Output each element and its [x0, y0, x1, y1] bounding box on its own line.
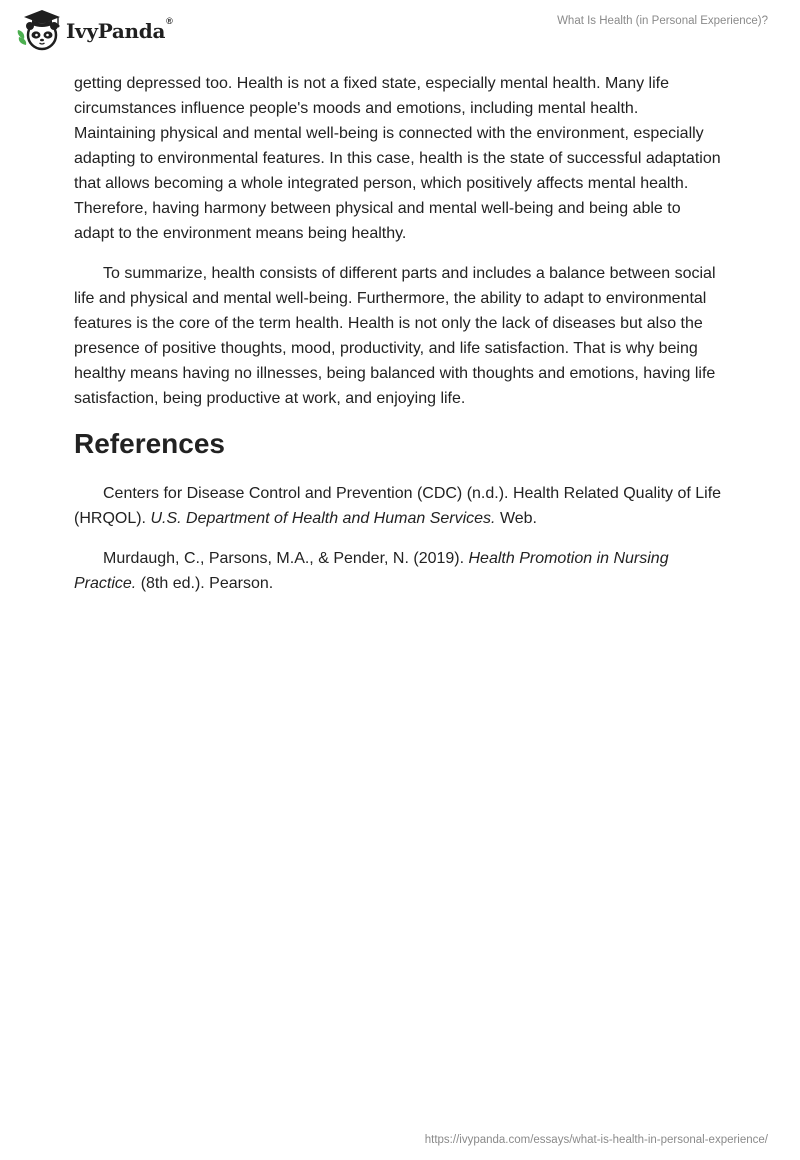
page-url[interactable]: https://ivypanda.com/essays/what-is-health-in-personal-experience/	[424, 1134, 768, 1146]
reference-source: Health Promotion in Nursing Practice.	[74, 550, 669, 592]
registered-mark: ®	[166, 16, 173, 26]
panda-graduate-icon	[14, 6, 62, 54]
document-title: What Is Health (in Personal Experience)?	[557, 15, 768, 27]
reference-item: Centers for Disease Control and Prevention (CDC) (n.d.). Health Related Quality of Life (HRQOL). U.S. Department of Health and Human Services. Web.	[74, 485, 722, 527]
reference-item: Murdaugh, C., Parsons, M.A., & Pender, N. (2019). Health Promotion in Nursing Practice. (8th ed.). Pearson.	[74, 550, 669, 592]
page-header	[0, 0, 800, 62]
body-paragraph: To summarize, health consists of different parts and includes a balance between social life and physical and mental well-being. Furthermore, the ability to adapt to environmental features is the core of the term health. Health is not only the lack of diseases but also the presence of positive thoughts, mood, productivity, and life satisfaction. That is why being healthy means having no illnesses, being balanced with thoughts and emotions, having life satisfaction, being productive at work, and enjoying life.	[74, 265, 716, 407]
brand-name: IvyPanda®	[66, 16, 173, 43]
essay-content	[74, 71, 724, 611]
reference-source: U.S. Department of Health and Human Services.	[150, 510, 496, 527]
body-paragraph: getting depressed too. Health is not a fixed state, especially mental health. Many life circumstances influence people's moods and emotions, including mental health. Maintaining physical and mental well-being is connected with the environment, especially adapting to environmental features. In this case, health is the state of successful adaptation that allows becoming a whole integrated person, which positively affects mental health. Therefore, having harmony between physical and mental well-being and being able to adapt to the environment means being healthy.	[74, 75, 721, 242]
references-heading: References	[74, 428, 225, 459]
brand-logo[interactable]	[14, 6, 173, 54]
